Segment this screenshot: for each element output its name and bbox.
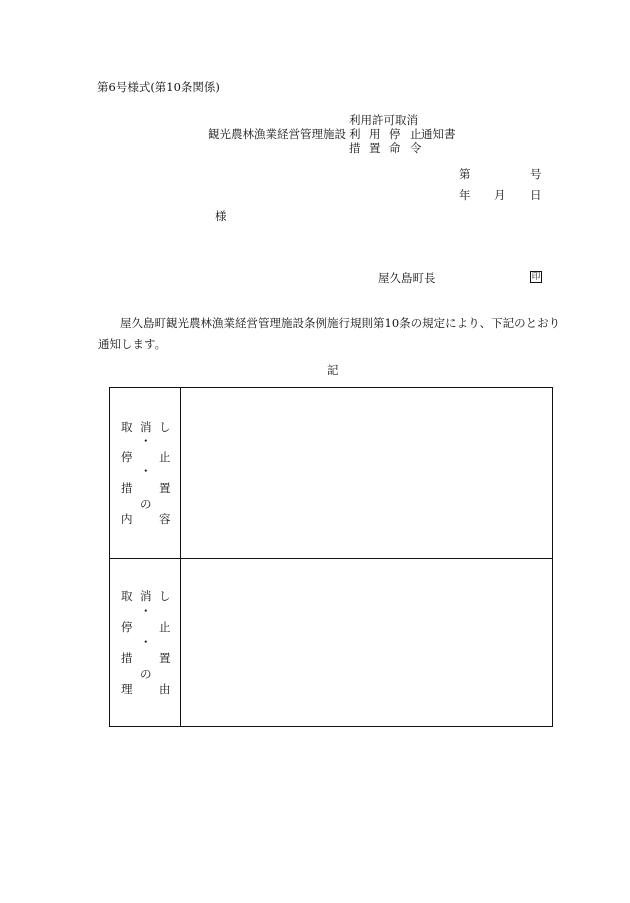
content-input-area[interactable] — [182, 388, 552, 557]
title-option-suspend-1: 利 — [349, 127, 361, 141]
label-particle: の — [140, 497, 152, 511]
label-char: 内 — [121, 512, 133, 526]
reason-input-area[interactable] — [182, 559, 552, 726]
label-char: 消 — [140, 420, 152, 434]
label-char: し — [159, 420, 171, 434]
form-number: 第6号様式(第10条関係) — [97, 80, 220, 94]
addressee-suffix: 様 — [215, 209, 227, 223]
title-option-suspend-4: 止 — [410, 127, 422, 141]
label-char: 消 — [140, 589, 152, 603]
title-option-order-1: 措 — [349, 141, 361, 155]
ki-heading: 記 — [327, 363, 339, 377]
label-char: 停 — [121, 620, 133, 634]
label-char: 止 — [159, 620, 171, 634]
label-char: 置 — [159, 651, 171, 665]
title-main-prefix: 観光農林漁業経営管理施設 — [208, 127, 346, 141]
label-dot: ・ — [140, 434, 152, 448]
title-main-suffix: 通知書 — [421, 127, 456, 141]
label-dot: ・ — [140, 464, 152, 478]
label-char: し — [159, 589, 171, 603]
label-char: 取 — [121, 420, 133, 434]
label-dot: ・ — [140, 635, 152, 649]
title-option-suspend-2: 用 — [369, 127, 381, 141]
body-text-line-1: 屋久島町観光農林漁業経営管理施設条例施行規則第10条の規定により、下記のとおり — [120, 316, 561, 330]
doc-number-prefix: 第 — [459, 167, 471, 181]
date-day: 日 — [530, 188, 542, 202]
title-option-order-2: 置 — [369, 141, 381, 155]
title-option-cancel: 利用許可取消 — [349, 113, 418, 127]
table-column-divider — [180, 388, 181, 726]
title-option-order-3: 命 — [389, 141, 401, 155]
label-char: 措 — [121, 651, 133, 665]
date-year: 年 — [459, 188, 471, 202]
label-char: 止 — [159, 450, 171, 464]
label-char: 容 — [159, 512, 171, 526]
title-option-suspend-3: 停 — [389, 127, 401, 141]
label-char: 置 — [159, 481, 171, 495]
label-dot: ・ — [140, 604, 152, 618]
notice-table — [109, 387, 553, 727]
label-char: 取 — [121, 589, 133, 603]
label-char: 停 — [121, 450, 133, 464]
title-option-order-4: 令 — [410, 141, 422, 155]
label-char: 由 — [159, 682, 171, 696]
date-month: 月 — [494, 188, 506, 202]
doc-number-suffix: 号 — [530, 167, 542, 181]
label-char: 措 — [121, 481, 133, 495]
label-particle: の — [140, 667, 152, 681]
seal-mark: 印 — [531, 272, 541, 282]
label-char: 理 — [121, 682, 133, 696]
body-text-line-2: 通知します。 — [98, 337, 167, 351]
issuer-name: 屋久島町長 — [378, 271, 436, 285]
